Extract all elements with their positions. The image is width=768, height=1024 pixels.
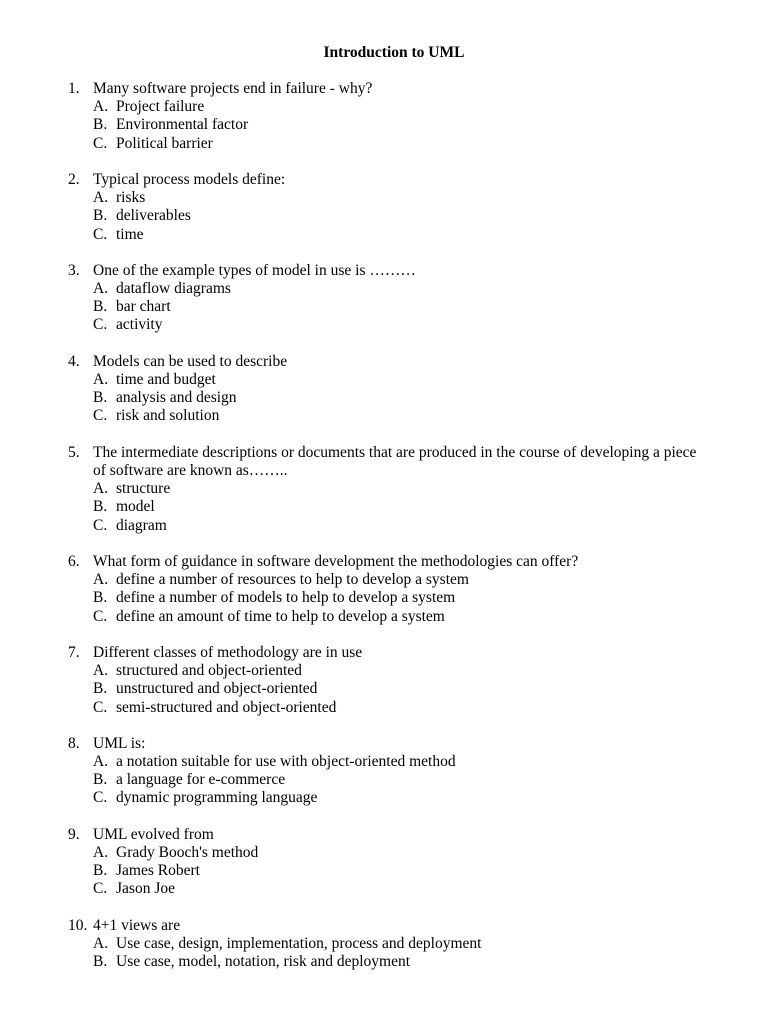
option-text: time and budget	[116, 371, 216, 389]
option-text: unstructured and object-oriented	[116, 680, 318, 698]
option-letter: A.	[93, 280, 109, 298]
option-letter: A.	[93, 844, 109, 862]
answer-option	[0, 371, 768, 389]
option-text: dataflow diagrams	[116, 280, 231, 298]
option-letter: A.	[93, 753, 109, 771]
answer-option	[0, 571, 768, 589]
option-text: activity	[116, 316, 163, 334]
question-item	[0, 262, 768, 335]
answer-option	[0, 680, 768, 698]
answer-option	[0, 116, 768, 134]
answer-option	[0, 316, 768, 334]
answer-option	[0, 880, 768, 898]
answer-option	[0, 498, 768, 516]
answer-option	[0, 844, 768, 862]
option-text: analysis and design	[116, 389, 237, 407]
question-text: The intermediate descriptions or documents that are produced in the course of developing a piece of software are known as……..	[93, 443, 697, 480]
question-item	[0, 80, 768, 153]
question-number: 4.	[68, 352, 80, 370]
answer-option	[0, 935, 768, 953]
question-number: 9.	[68, 825, 80, 843]
answer-option	[0, 135, 768, 153]
option-text: Project failure	[116, 98, 205, 116]
question-text: Typical process models define:	[93, 170, 286, 188]
option-text: Environmental factor	[116, 116, 249, 134]
question-number: 6.	[68, 552, 80, 570]
option-text: Use case, design, implementation, process and deployment	[116, 934, 482, 952]
question-text: Many software projects end in failure - why?	[93, 80, 373, 97]
question-text: Models can be used to describe	[93, 352, 288, 370]
option-letter: A.	[93, 571, 109, 589]
option-text: Grady Booch's method	[116, 844, 259, 862]
option-text: risk and solution	[116, 407, 220, 425]
option-text: diagram	[116, 516, 167, 534]
option-letter: A.	[93, 934, 109, 952]
question-number: 3.	[68, 261, 80, 279]
answer-option	[0, 298, 768, 316]
answer-option	[0, 753, 768, 771]
option-text: define a number of models to help to develop a system	[116, 589, 456, 607]
option-letter: C.	[93, 516, 108, 534]
option-text: define an amount of time to help to develop a system	[116, 607, 445, 625]
option-letter: A.	[93, 480, 109, 498]
option-letter: B.	[93, 589, 108, 607]
option-letter: A.	[93, 189, 109, 207]
option-letter: C.	[93, 698, 108, 716]
question-number: 7.	[68, 643, 80, 661]
question-item	[0, 826, 768, 899]
option-text: structured and object-oriented	[116, 662, 302, 680]
question-item	[0, 553, 768, 626]
question-item	[0, 444, 768, 535]
option-letter: A.	[93, 662, 109, 680]
option-letter: C.	[93, 407, 108, 425]
option-letter: C.	[93, 607, 108, 625]
question-item	[0, 735, 768, 808]
option-text: define a number of resources to help to develop a system	[116, 571, 469, 589]
question-item	[0, 917, 768, 972]
question-text: Different classes of methodology are in use	[93, 643, 363, 661]
answer-option	[0, 589, 768, 607]
option-text: a notation suitable for use with object-oriented method	[116, 753, 456, 771]
page-title: Introduction to UML	[323, 44, 465, 61]
option-letter: C.	[93, 134, 108, 152]
answer-option	[0, 226, 768, 244]
question-item	[0, 171, 768, 244]
answer-option	[0, 280, 768, 298]
answer-option	[0, 771, 768, 789]
question-list	[0, 80, 768, 990]
answer-option	[0, 862, 768, 880]
answer-option	[0, 207, 768, 225]
question-text: One of the example types of model in use is ………	[93, 261, 416, 279]
option-text: a language for e-commerce	[116, 771, 286, 789]
option-letter: B.	[93, 680, 108, 698]
question-text: UML evolved from	[93, 825, 214, 843]
option-letter: B.	[93, 298, 108, 316]
option-letter: B.	[93, 389, 108, 407]
option-letter: B.	[93, 116, 108, 134]
answer-option	[0, 189, 768, 207]
option-letter: C.	[93, 880, 108, 898]
answer-option	[0, 98, 768, 116]
option-text: dynamic programming language	[116, 789, 318, 807]
option-text: model	[116, 498, 155, 516]
question-text: What form of guidance in software development the methodologies can offer?	[93, 552, 579, 570]
answer-option	[0, 789, 768, 807]
answer-option	[0, 608, 768, 626]
option-text: time	[116, 225, 144, 243]
option-letter: A.	[93, 98, 109, 116]
question-item	[0, 353, 768, 426]
option-letter: C.	[93, 789, 108, 807]
question-number: 8.	[68, 734, 80, 752]
option-letter: B.	[93, 953, 108, 971]
option-text: risks	[116, 189, 146, 207]
option-letter: C.	[93, 225, 108, 243]
option-text: bar chart	[116, 298, 171, 316]
option-text: structure	[116, 480, 171, 498]
option-text: deliverables	[116, 207, 191, 225]
option-text: Use case, model, notation, risk and deployment	[116, 953, 411, 971]
question-number: 2.	[68, 170, 80, 188]
option-text: James Robert	[116, 862, 200, 880]
answer-option	[0, 389, 768, 407]
question-number: 10.	[68, 916, 88, 934]
option-text: semi-structured and object-oriented	[116, 698, 337, 716]
option-letter: B.	[93, 498, 108, 516]
option-letter: B.	[93, 862, 108, 880]
option-letter: B.	[93, 207, 108, 225]
option-letter: B.	[93, 771, 108, 789]
option-text: Political barrier	[116, 134, 213, 152]
question-text: 4+1 views are	[93, 916, 181, 934]
question-text: UML is:	[93, 734, 146, 752]
question-number: 1.	[68, 80, 80, 97]
question-number: 5.	[68, 443, 80, 461]
option-text: Jason Joe	[116, 880, 175, 898]
option-letter: A.	[93, 371, 109, 389]
answer-option	[0, 699, 768, 717]
answer-option	[0, 662, 768, 680]
question-item	[0, 644, 768, 717]
answer-option	[0, 953, 768, 971]
answer-option	[0, 480, 768, 498]
answer-option	[0, 407, 768, 425]
option-letter: C.	[93, 316, 108, 334]
answer-option	[0, 517, 768, 535]
